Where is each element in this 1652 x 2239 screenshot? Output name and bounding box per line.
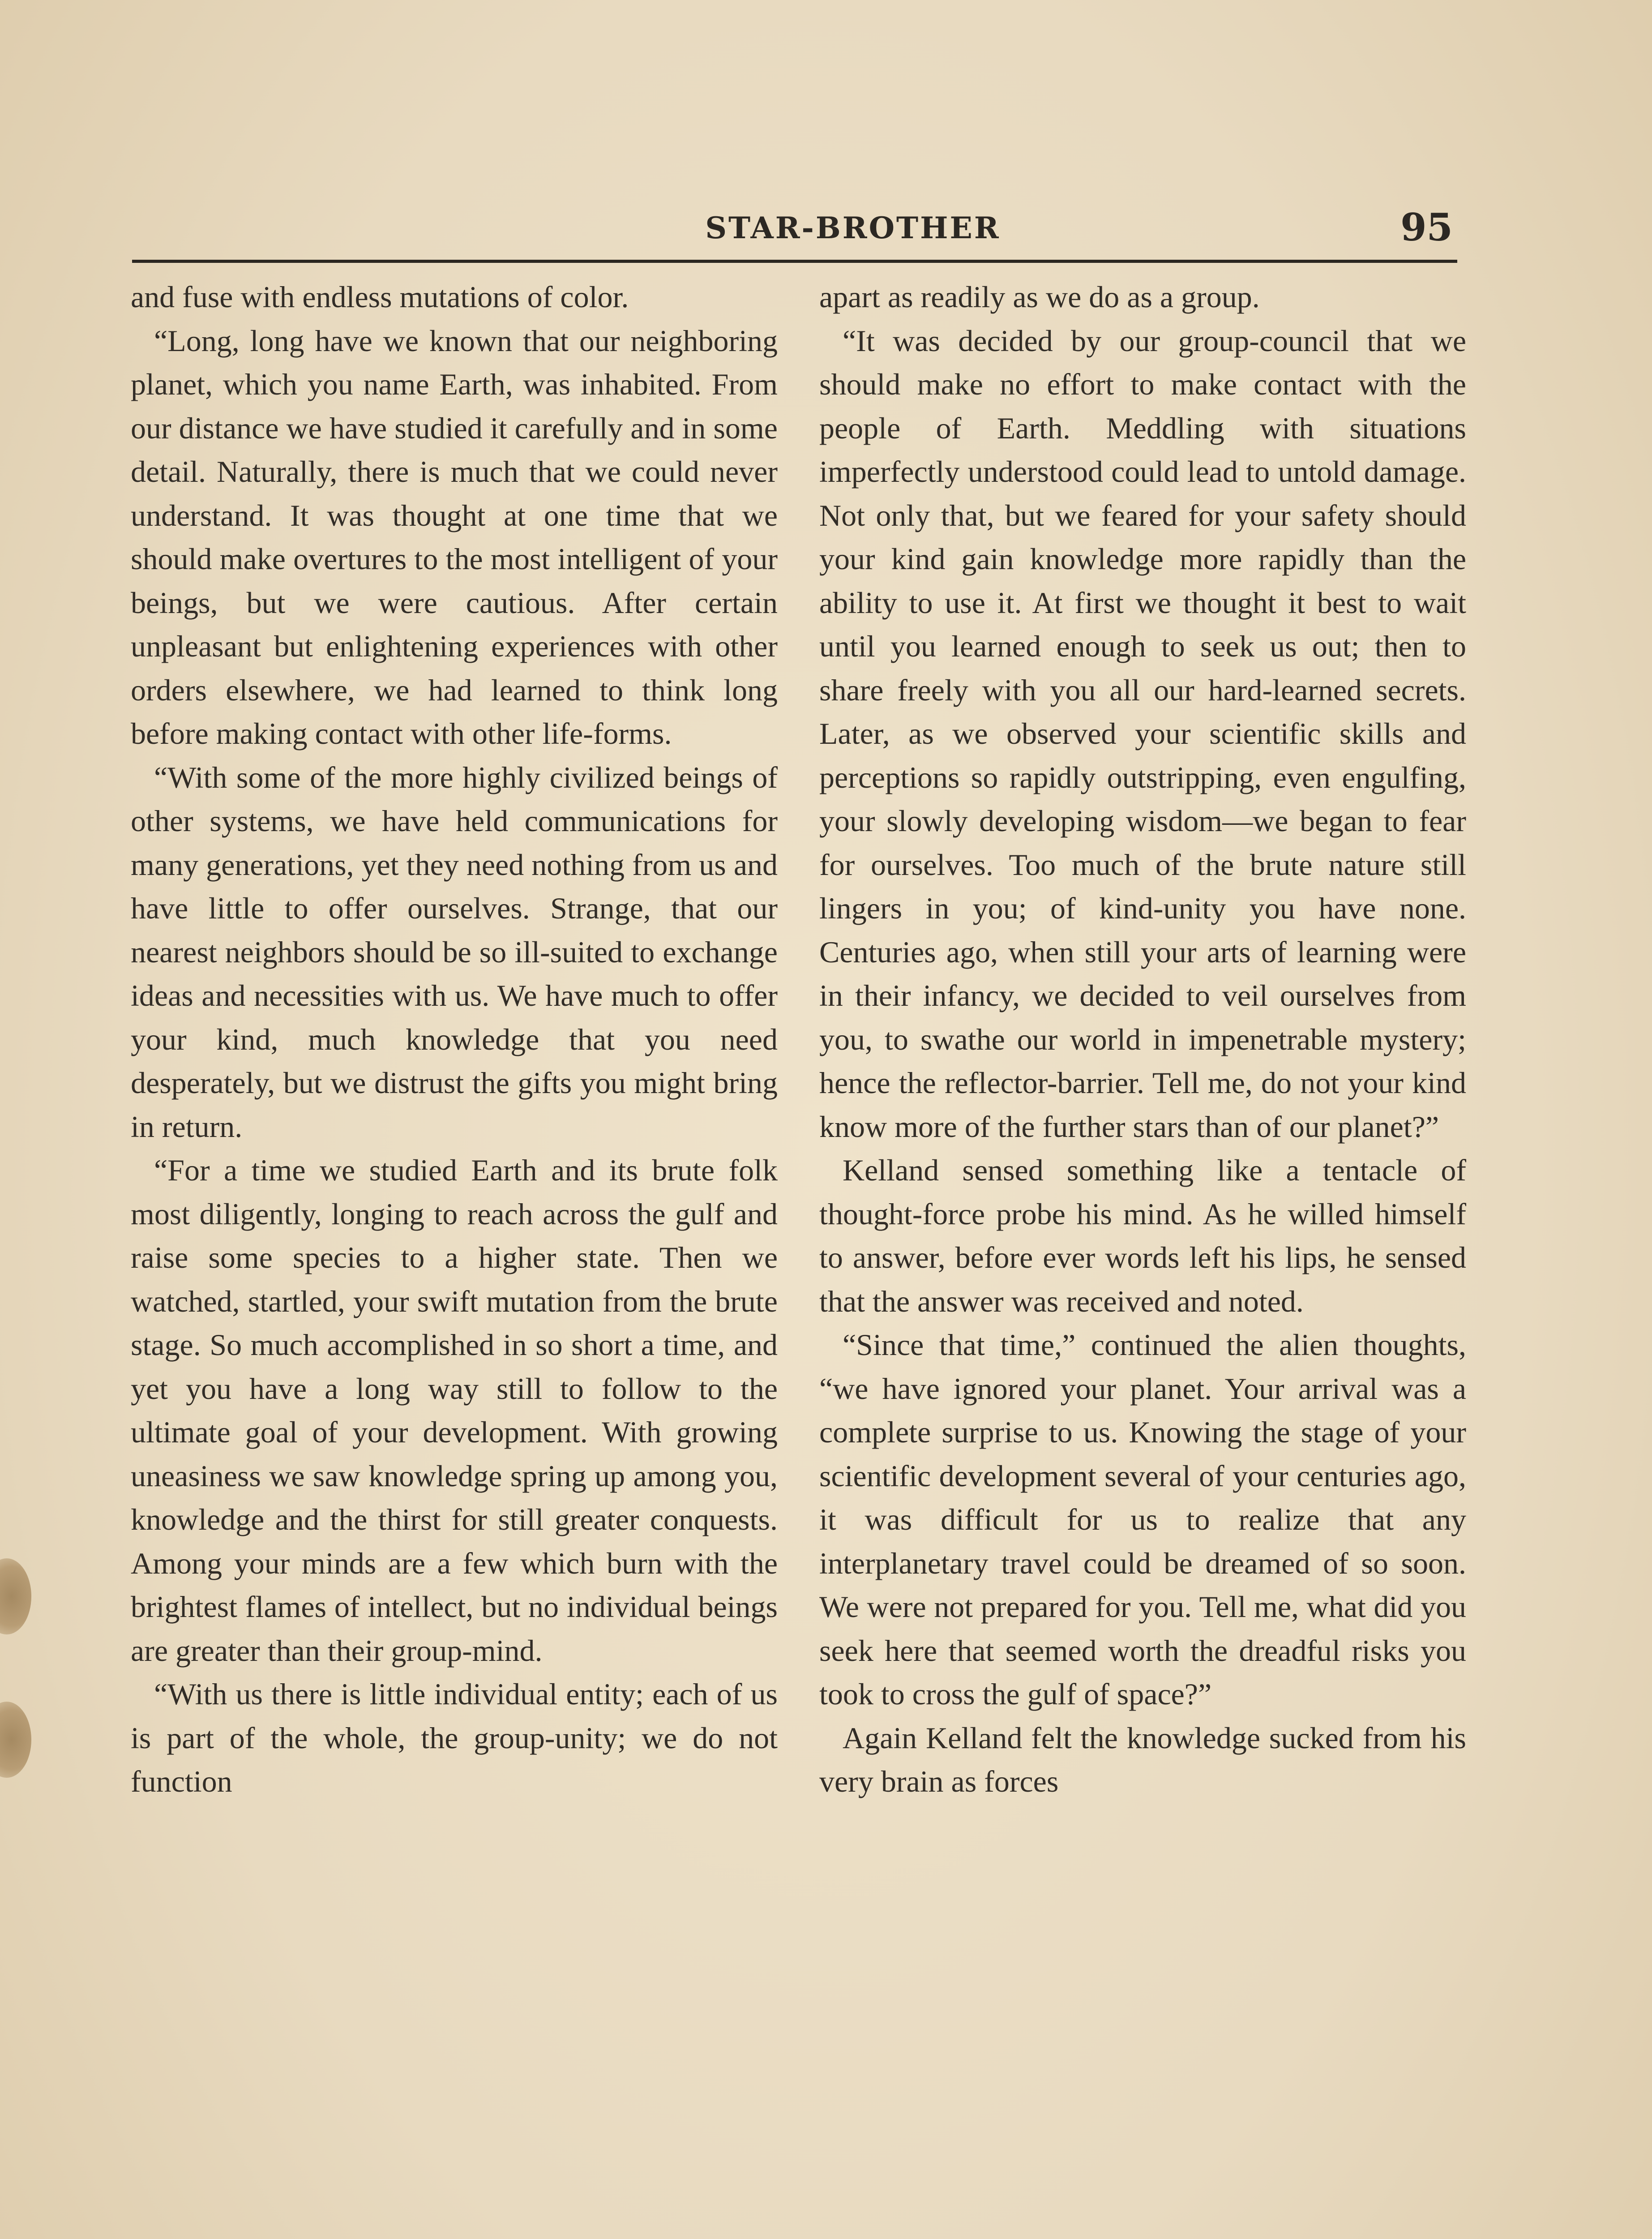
paragraph: Again Kelland felt the knowledge sucked from his very brain as forces [819, 1720, 1466, 1798]
paragraph: “Since that time,” continued the alien thoughts, “we have ignored your planet. Your arrival was a complete surprise to us. Knowing the stage of your scientific development several of your centuries ago, it was difficult for us to realize that any interplanetary travel could be dreamed of so soon. We were not prepared for you. Tell me, what did you seek here that seemed worth the dreadful risks you took to cross the gulf of space?” [819, 1328, 1466, 1711]
paragraph: “Long, long have we known that our neighboring planet, which you name Earth, was inhabited. From our distance we have studied it carefully and in some detail. Naturally, there is much that we could never understand. It was thought at one time that we should make overtures to the most intelligent of your beings, but we were cautious. After certain unpleasant but enlightening experiences with other orders elsewhere, we had learned to think long before making contact with other life-forms. [131, 323, 778, 751]
page-number: 95 [1400, 205, 1453, 249]
running-title: STAR-BROTHER [705, 210, 1001, 245]
paragraph: “With some of the more highly civilized beings of other systems, we have held communications for many generations, yet they need nothing from us and have little to offer ourselves. Strange, that our nearest neighbors should be so ill-suited to exchange ideas and necessities with us. We have much to offer your kind, much knowledge that you need desperately, but we distrust the gifts you might bring in return. [131, 760, 778, 1144]
paragraph: “It was decided by our group-council that we should make no effort to make contact with the people of Earth. Meddling with situations imperfectly understood could lead to untold damage. Not only that, but we feared for your safety should your kind gain knowledge more rapidly than the ability to use it. At first we thought it best to wait until you learned enough to seek us out; then to share freely with you all our hard-learned secrets. Later, as we observed your scientific skills and perceptions so rapidly outstripping, even engulfing, your slowly developing wisdom—we began to fear for ourselves. Too much of the brute nature still lingers in you; of kind-unity you have none. Centuries ago, when still your arts of learning were in their infancy, we decided to veil ourselves from you, to swathe our world in impenetrable mystery; hence the reflector-barrier. Tell me, do not your kind know more of the further stars than of our planet?” [819, 323, 1466, 1144]
left-column [131, 275, 778, 1804]
punch-hole-top [0, 1558, 31, 1634]
paragraph: apart as readily as we do as a group. [819, 280, 1260, 314]
paragraph: Kelland sensed something like a tentacle of thought-force probe his mind. As he willed himself to answer, before ever words left his lips, he sensed that the answer was received and noted. [819, 1153, 1466, 1318]
punch-hole-bottom [0, 1702, 31, 1778]
right-column [819, 275, 1466, 1804]
paragraph: “With us there is little individual entity; each of us is part of the whole, the group-unity; we do not function [131, 1677, 778, 1798]
paragraph: and fuse with endless mutations of color. [131, 280, 629, 314]
paragraph: “For a time we studied Earth and its brute folk most diligently, longing to reach across the gulf and raise some species to a higher state. Then we watched, startled, your swift mutation from the brute stage. So much accomplished in so short a time, and yet you have a long way still to follow to the ultimate goal of your development. With growing uneasiness we saw knowledge spring up among you, knowledge and the thirst for still greater conquests. Among your minds are a few which burn with the brightest flames of intellect, but no individual beings are greater than their group-mind. [131, 1153, 778, 1668]
page-header [132, 205, 1457, 263]
